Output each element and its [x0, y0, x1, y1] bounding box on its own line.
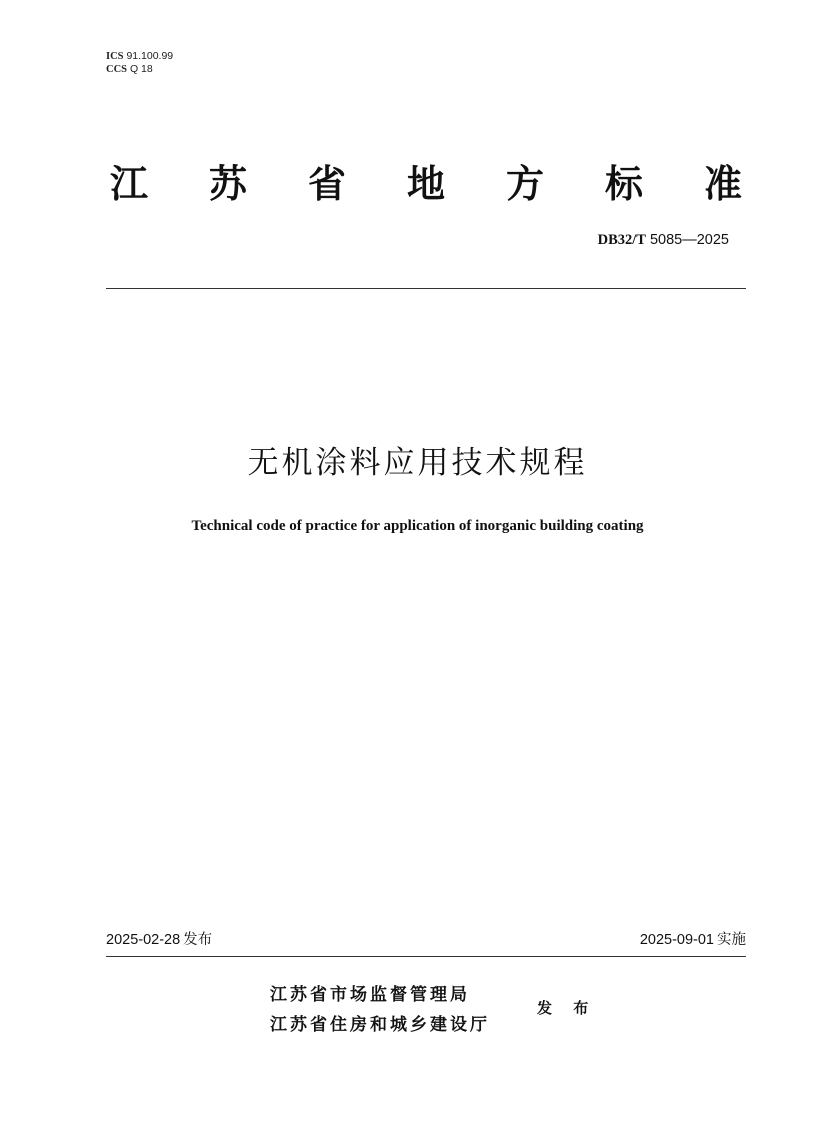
ccs-value: Q 18: [129, 63, 153, 75]
ics-label: ICS: [106, 51, 124, 62]
title-english: Technical code of practice for application of inorganic building coating: [191, 518, 644, 534]
ccs-code: [106, 63, 173, 76]
standard-number-value: 5085—2025: [649, 232, 729, 248]
standard-number: [598, 231, 729, 249]
title-chinese: 无机涂料应用技术规程: [247, 445, 588, 481]
standard-number-prefix: DB32/T: [597, 232, 646, 248]
top-divider: [106, 288, 746, 289]
standard-type-char: 苏: [208, 162, 247, 206]
implement-date-label: 实施: [717, 932, 746, 948]
implement-date: [640, 930, 746, 950]
standard-type-char: 江: [109, 162, 148, 206]
bottom-divider: [106, 956, 746, 957]
issued-label: 发 布: [537, 999, 597, 1017]
issuer: 江苏省市场监督管理局: [270, 985, 470, 1005]
standard-type-char: 省: [307, 162, 346, 206]
standard-type-heading: [106, 160, 746, 208]
ccs-label: CCS: [106, 64, 128, 75]
release-date-value: 2025-02-28: [106, 932, 181, 948]
standard-type-char: 准: [703, 162, 742, 206]
release-date: [106, 930, 212, 950]
release-date-label: 发布: [183, 932, 213, 948]
issuer-list: [270, 980, 490, 1040]
standard-type-char: 方: [505, 162, 544, 206]
issuer: 江苏省住房和城乡建设厅: [270, 1015, 490, 1035]
ics-code: [106, 50, 173, 63]
classification-codes: [106, 50, 173, 76]
standard-type-char: 地: [406, 162, 445, 206]
implement-date-value: 2025-09-01: [639, 932, 714, 948]
standard-type-char: 标: [604, 162, 643, 206]
ics-value: 91.100.99: [126, 50, 174, 62]
